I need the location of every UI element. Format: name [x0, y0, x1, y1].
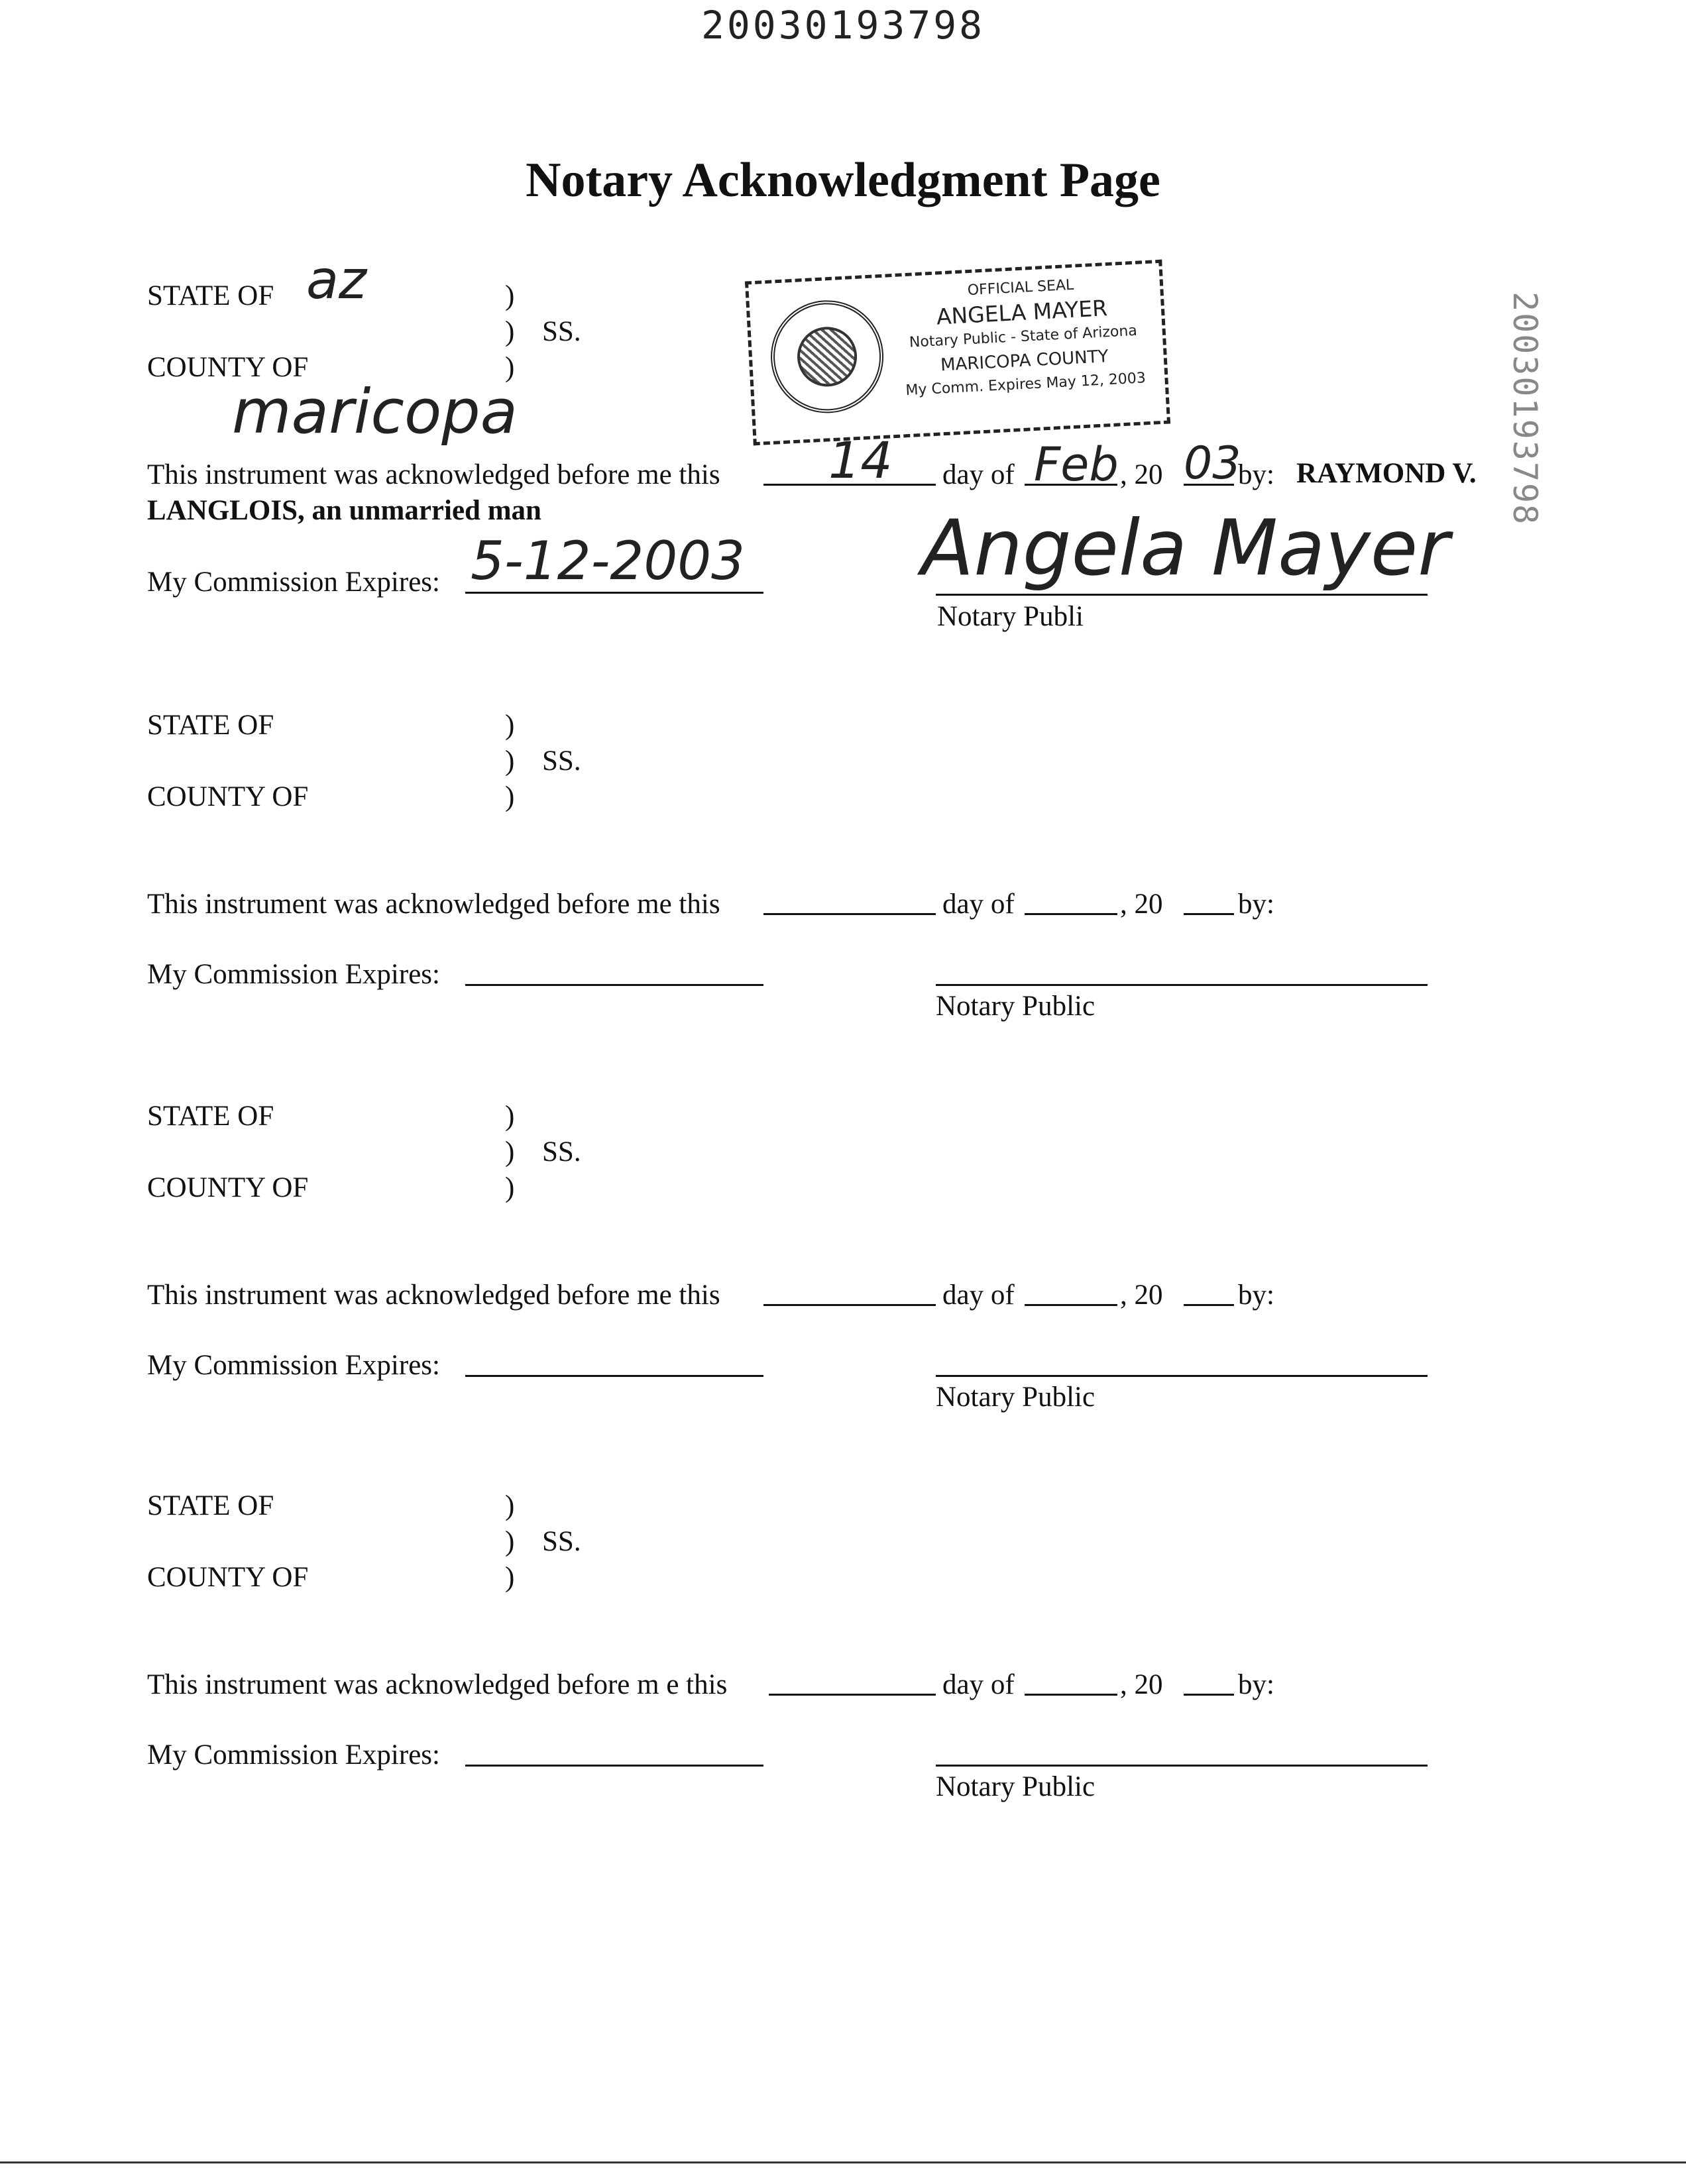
day-of-label: day of: [942, 889, 1015, 920]
state-of-label: STATE OF: [147, 280, 274, 311]
day-of-label: day of: [942, 1280, 1015, 1311]
paren: ): [505, 316, 515, 347]
page-title: Notary Acknowledgment Page: [526, 153, 1160, 207]
page-bottom-rule: [0, 2161, 1686, 2163]
stamp-line-3: My Comm. Expires May 12, 2003: [905, 370, 1147, 400]
paren: ): [505, 1490, 515, 1521]
by-label: by:: [1238, 889, 1274, 920]
stamp-line-2: MARICOPA COUNTY: [940, 347, 1109, 376]
stamp-name: ANGELA MAYER: [935, 295, 1108, 330]
year-handwritten: 03: [1184, 437, 1241, 490]
stamp-line-1: Notary Public - State of Arizona: [909, 322, 1138, 351]
commission-label: My Commission Expires:: [147, 567, 440, 598]
county-of-label: COUNTY OF: [147, 352, 309, 383]
state-of-label: STATE OF: [147, 1490, 274, 1521]
day-of-label: day of: [942, 459, 1015, 490]
ack-text: This instrument was acknowledged before me this: [147, 1280, 720, 1311]
ack-text: This instrument was acknowledged before m e this: [147, 1669, 728, 1700]
county-of-label: COUNTY OF: [147, 1172, 309, 1203]
commission-label: My Commission Expires:: [147, 1739, 440, 1771]
notary-public-label: Notary Public: [936, 991, 1096, 1022]
notary-public-label: Notary Public: [936, 1771, 1096, 1802]
by-label: by:: [1238, 459, 1274, 490]
commission-label: My Commission Expires:: [147, 959, 440, 990]
paren: ): [505, 352, 515, 383]
state-handwritten: az: [306, 249, 367, 311]
notary-signature: Angela Mayer: [921, 504, 1449, 593]
paren: ): [505, 781, 515, 812]
notary-public-label: Notary Public: [936, 1382, 1096, 1413]
by-label: by:: [1238, 1669, 1274, 1700]
paren: ): [505, 745, 515, 777]
state-seal-icon: [768, 298, 887, 416]
county-handwritten: maricopa: [232, 376, 518, 447]
signer-description: LANGLOIS, an unmarried man: [147, 495, 541, 526]
notary-public-label: Notary Publi: [937, 601, 1084, 632]
ss-label: SS.: [542, 1136, 581, 1168]
paren: ): [505, 1526, 515, 1557]
year-prefix: , 20: [1120, 889, 1163, 920]
official-seal-stamp: [745, 260, 1170, 446]
ss-label: SS.: [542, 745, 581, 777]
signer-name: RAYMOND V.: [1296, 458, 1477, 489]
side-document-number: 20030193798: [1506, 292, 1544, 526]
ss-label: SS.: [542, 316, 581, 347]
state-of-label: STATE OF: [147, 1101, 274, 1132]
paren: ): [505, 1101, 515, 1132]
county-of-label: COUNTY OF: [147, 781, 309, 812]
paren: ): [505, 1562, 515, 1593]
commission-label: My Commission Expires:: [147, 1350, 440, 1381]
day-of-label: day of: [942, 1669, 1015, 1700]
ss-label: SS.: [542, 1526, 581, 1557]
year-prefix: , 20: [1120, 1280, 1163, 1311]
county-of-label: COUNTY OF: [147, 1562, 309, 1593]
month-handwritten: Feb: [1034, 437, 1119, 492]
year-prefix: , 20: [1120, 459, 1163, 490]
by-label: by:: [1238, 1280, 1274, 1311]
paren: ): [505, 1136, 515, 1168]
day-handwritten: 14: [828, 431, 893, 490]
paren: ): [505, 1172, 515, 1203]
paren: ): [505, 280, 515, 311]
expires-handwritten: 5-12-2003: [471, 530, 746, 592]
ack-text: This instrument was acknowledged before me this: [147, 459, 720, 490]
document-number: 20030193798: [701, 3, 985, 48]
ack-text: This instrument was acknowledged before me this: [147, 889, 720, 920]
year-prefix: , 20: [1120, 1669, 1163, 1700]
state-of-label: STATE OF: [147, 710, 274, 741]
paren: ): [505, 710, 515, 741]
stamp-heading: OFFICIAL SEAL: [967, 276, 1074, 300]
